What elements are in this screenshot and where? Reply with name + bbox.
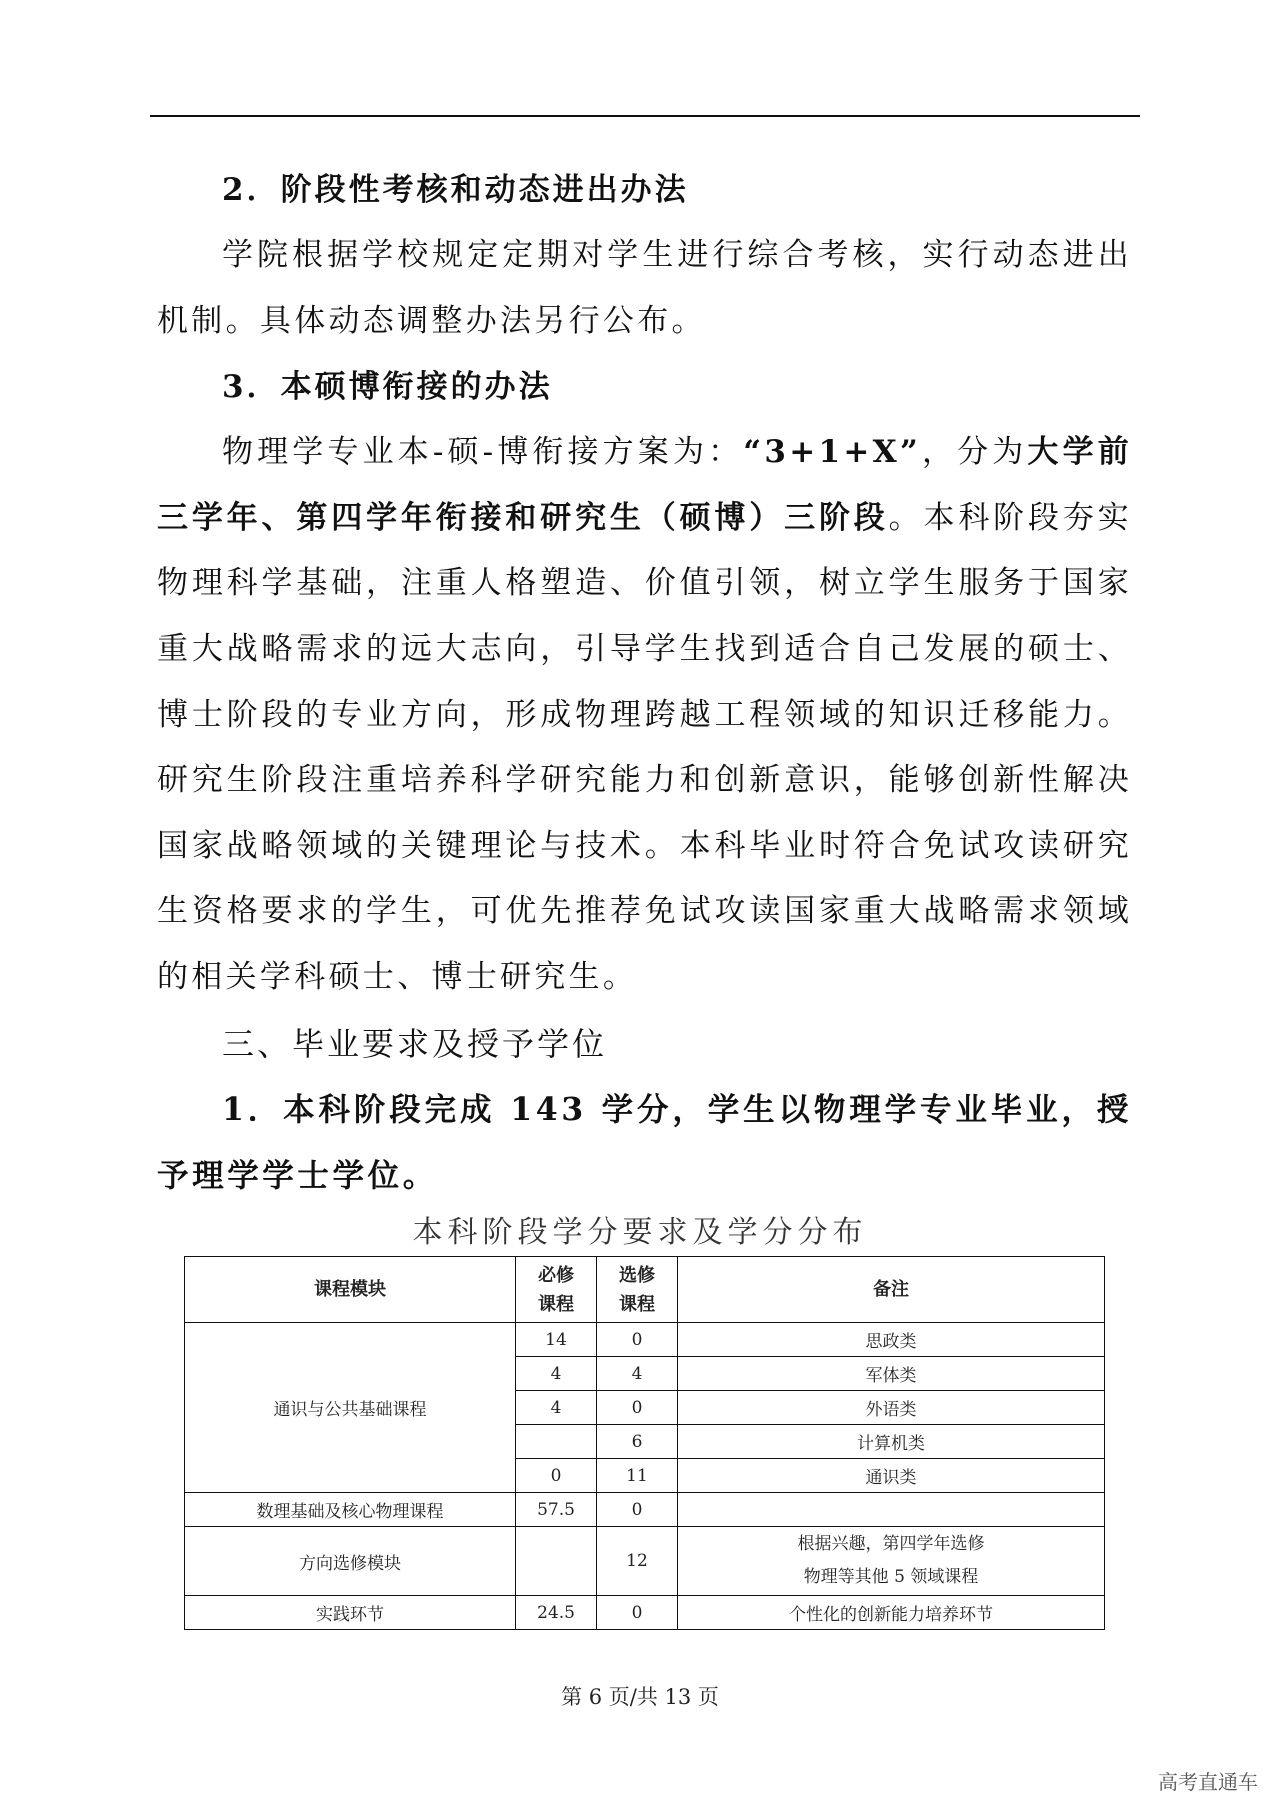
required-cell: 4 xyxy=(516,1391,597,1425)
elective-cell: 0 xyxy=(597,1391,678,1425)
section-3-heading: 3．本硕博衔接的办法 xyxy=(222,369,553,406)
direction-module-cell: 方向选修模块 xyxy=(185,1527,516,1596)
elective-cell: 0 xyxy=(597,1596,678,1630)
note-cell xyxy=(678,1493,1105,1527)
header-required-line2: 课程 xyxy=(538,1293,574,1315)
note-cell: 计算机类 xyxy=(678,1425,1105,1459)
required-cell: 24.5 xyxy=(516,1596,597,1630)
table-row xyxy=(185,1493,1105,1527)
elective-cell: 6 xyxy=(597,1425,678,1459)
general-module-cell: 通识与公共基础课程 xyxy=(185,1323,516,1493)
credit-distribution-table xyxy=(184,1256,1105,1630)
header-elective xyxy=(597,1257,678,1323)
header-rule xyxy=(150,115,1140,117)
header-required-line1: 必修 xyxy=(538,1264,574,1286)
section-3-paragraph xyxy=(157,420,1132,1010)
required-cell: 4 xyxy=(516,1357,597,1391)
note-cell: 外语类 xyxy=(678,1391,1105,1425)
section-2-heading: 2．阶段性考核和动态进出办法 xyxy=(222,172,689,208)
elective-cell: 12 xyxy=(597,1527,678,1596)
section-iii-item-1: 1．本科阶段完成 143 学分，学生以物理学专业毕业，授予理学学士学位。 xyxy=(157,1090,1132,1194)
note-cell: 思政类 xyxy=(678,1323,1105,1357)
header-elective-line2: 课程 xyxy=(619,1293,655,1315)
note-cell: 个性化的创新能力培养环节 xyxy=(678,1596,1105,1630)
practice-module-cell: 实践环节 xyxy=(185,1596,516,1630)
header-module: 课程模块 xyxy=(185,1257,516,1323)
note-cell xyxy=(678,1527,1105,1596)
note-cell: 军体类 xyxy=(678,1357,1105,1391)
s3-mid: ，分为 xyxy=(921,434,1028,471)
elective-cell: 4 xyxy=(597,1357,678,1391)
note-cell: 通识类 xyxy=(678,1459,1105,1493)
required-cell xyxy=(516,1527,597,1596)
body-text xyxy=(157,157,1132,1209)
required-cell xyxy=(516,1425,597,1459)
table-row xyxy=(185,1323,1105,1357)
header-note: 备注 xyxy=(678,1257,1105,1323)
section-2-paragraph: 学院根据学校规定定期对学生进行综合考核，实行动态进出机制。具体动态调整办法另行公布。 xyxy=(157,237,1132,339)
header-required xyxy=(516,1257,597,1323)
required-cell: 14 xyxy=(516,1323,597,1357)
section-iii-heading: 三、毕业要求及授予学位 xyxy=(222,1024,608,1063)
s3-rest: 。本科阶段夯实物理科学基础，注重人格塑造、价值引领，树立学生服务于国家重大战略需求的远大志向，引导学生找到适合自己发展的硕士、博士阶段的专业方向，形成物理跨越工程领域的知识迁移能力。研究生阶段注重培养科学研究能力和创新意识，能够创新性解决国家战略领域的关键理论与技术。本科毕业时符合免试攻读研究生资格要求的学生，可优先推荐免试攻读国家重大战略需求领域的相关学科硕士、博士研究生。 xyxy=(157,499,1132,995)
table-row xyxy=(185,1596,1105,1630)
required-cell: 0 xyxy=(516,1459,597,1493)
watermark: 高考直通车 xyxy=(1158,1770,1258,1794)
table-row xyxy=(185,1527,1105,1596)
table-header-row xyxy=(185,1257,1105,1323)
required-cell: 57.5 xyxy=(516,1493,597,1527)
direction-note-line2: 物理等其他 5 领域课程 xyxy=(803,1567,979,1587)
elective-cell: 11 xyxy=(597,1459,678,1493)
elective-cell: 0 xyxy=(597,1493,678,1527)
math-module-cell: 数理基础及核心物理课程 xyxy=(185,1493,516,1527)
s3-phases: 大学前三学年、第四学年衔接和研究生（硕博）三阶段 xyxy=(157,434,1133,536)
header-elective-line1: 选修 xyxy=(619,1264,655,1286)
page-number: 第 6 页/共 13 页 xyxy=(561,1685,719,1709)
s3-formula: “3+1+X” xyxy=(743,434,922,471)
s3-intro: 物理学专业本-硕-博衔接方案为： xyxy=(222,434,744,471)
table-caption: 本科阶段学分要求及学分分布 xyxy=(412,1215,868,1250)
elective-cell: 0 xyxy=(597,1323,678,1357)
direction-note-line1: 根据兴趣，第四学年选修 xyxy=(797,1534,985,1554)
